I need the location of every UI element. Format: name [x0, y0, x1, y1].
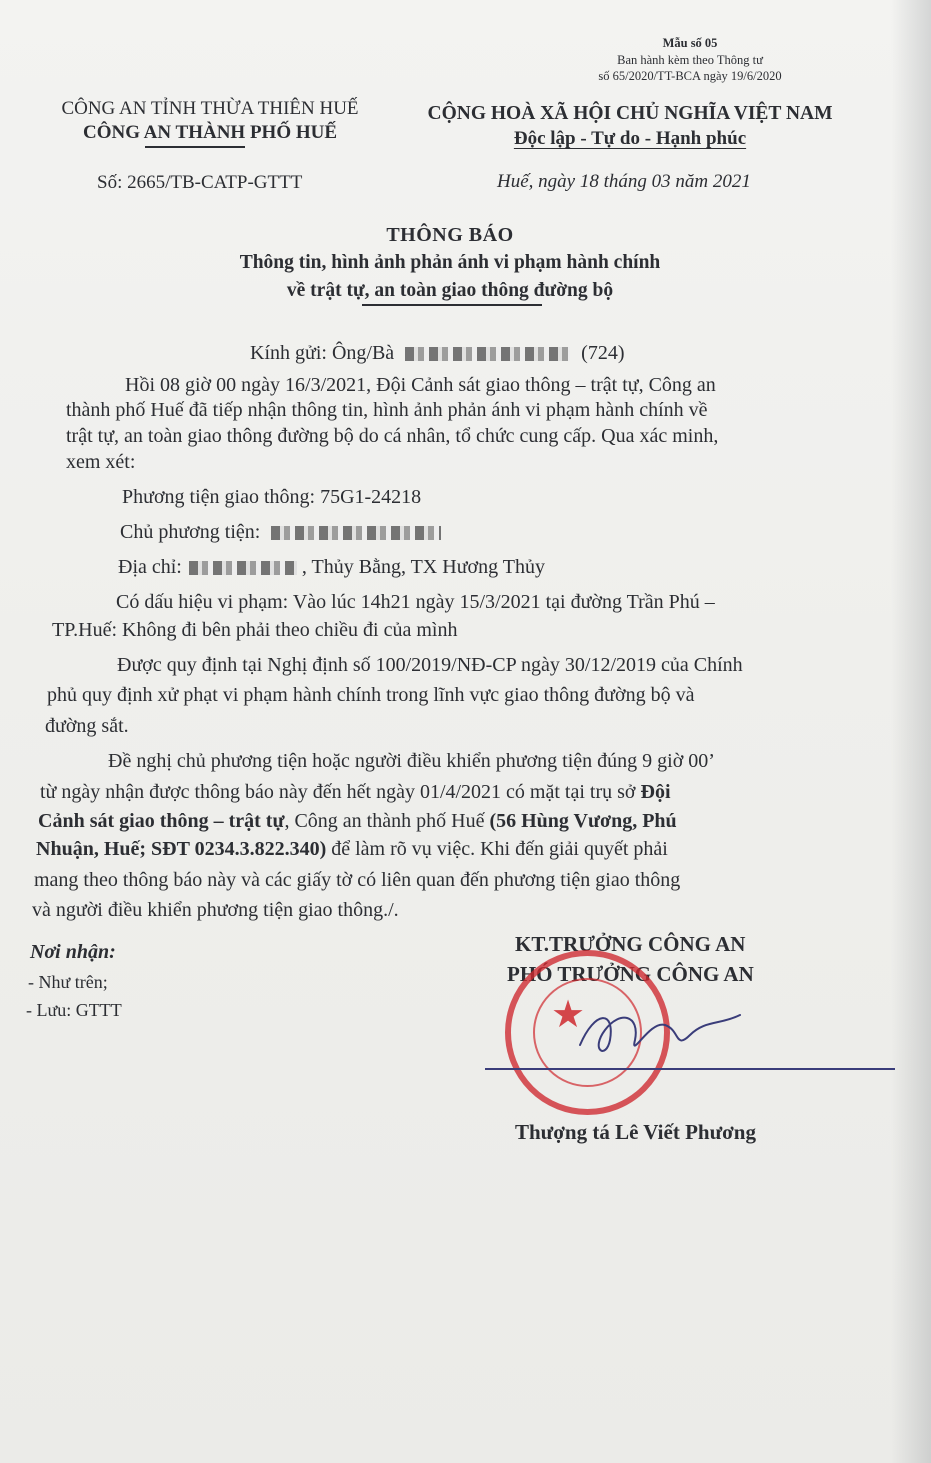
place-and-date: Huế, ngày 18 tháng 03 năm 2021 [497, 171, 751, 192]
request-line-5: mang theo thông báo này và các giấy tờ có liên quan đến phương tiện giao thông [34, 869, 681, 891]
redacted-address [189, 561, 297, 575]
recipient-item-2: - Lưu: GTTT [26, 1000, 122, 1020]
recipient-item-1: - Như trên; [28, 972, 108, 992]
owner-line [120, 519, 441, 545]
request-line-3-mid: , Công an thành phố Huế [284, 810, 485, 832]
document-subtitle-line2: về trật tự, an toàn giao thông đường bộ [286, 280, 614, 301]
document-number: Số: 2665/TB-CATP-GTTT [97, 172, 303, 193]
violation-line-2: TP.Huế: Không đi bên phải theo chiều đi của mình [52, 619, 458, 641]
owner-label: Chủ phương tiện: [120, 521, 261, 543]
redacted-owner-name [271, 526, 441, 540]
violation-line-1: Có dấu hiệu vi phạm: Vào lúc 14h21 ngày 15/3/2021 tại đường Trần Phú – [116, 591, 715, 613]
signer-name: Thượng tá Lê Viết Phương [515, 1120, 756, 1144]
redacted-recipient-name [405, 347, 570, 361]
signature-stroke-line [485, 1068, 895, 1070]
request-line-3 [38, 808, 677, 834]
seal-star-icon: ★ [551, 994, 586, 1036]
agency-parent: CÔNG AN TỈNH THỪA THIÊN HUẾ [61, 98, 359, 119]
address-district: , Thủy Bằng, TX Hương Thủy [301, 556, 545, 578]
document-title: THÔNG BÁO [386, 224, 514, 246]
recipients-heading: Nơi nhận: [30, 941, 116, 963]
paragraph-1-line-2: thành phố Huế đã tiếp nhận thông tin, hình ảnh phản ánh vi phạm hành chính về [66, 399, 708, 421]
signer-title-line1: KT.TRƯỞNG CÔNG AN [515, 932, 746, 956]
signer-title-line2: PHÓ TRƯỞNG CÔNG AN [507, 962, 754, 986]
recipient-line [250, 340, 625, 366]
request-line-1: Đề nghị chủ phương tiện hoặc người điều khiển phương tiện đúng 9 giờ 00’ [108, 750, 715, 772]
paragraph-1-line-3: trật tự, an toàn giao thông đường bộ do cá nhân, tổ chức cung cấp. Qua xác minh, [66, 425, 719, 447]
agency-underline [145, 146, 245, 148]
form-number: Mẫu số 05 [662, 36, 718, 50]
request-line-6: và người điều khiển phương tiện giao thông./. [32, 899, 399, 921]
form-reference-circular: số 65/2020/TT-BCA ngày 19/6/2020 [598, 69, 782, 83]
document-subtitle-line1: Thông tin, hình ảnh phản ánh vi phạm hành chính [239, 252, 661, 273]
form-reference-line: Ban hành kèm theo Thông tư [617, 53, 763, 67]
request-line-3-bold-a: Cảnh sát giao thông – trật tự [38, 810, 285, 832]
agency-name: CÔNG AN THÀNH PHỐ HUẾ [82, 122, 338, 143]
request-line-4-rest: để làm rõ vụ việc. Khi đến giải quyết phải [331, 838, 668, 860]
vehicle-plate: Phương tiện giao thông: 75G1-24218 [122, 486, 422, 508]
regulation-line-2: phủ quy định xử phạt vi phạm hành chính trong lĩnh vực giao thông đường bộ và [47, 684, 695, 706]
regulation-line-3: đường sắt. [45, 715, 129, 737]
recipient-label: Kính gửi: Ông/Bà [250, 342, 395, 364]
request-line-4-bold: Nhuận, Huế; SĐT 0234.3.822.340) [36, 838, 327, 860]
paragraph-1-line-4: xem xét: [66, 451, 136, 473]
page-edge-shadow [891, 0, 931, 1463]
request-line-3-bold-b: (56 Hùng Vương, Phú [489, 810, 677, 832]
request-line-2-bold: Đội [640, 781, 671, 803]
handwritten-signature [570, 990, 750, 1070]
request-line-2-text: từ ngày nhận được thông báo này đến hết ngày 01/4/2021 có mặt tại trụ sở [40, 781, 636, 803]
address-line [118, 554, 545, 580]
request-line-4 [36, 836, 668, 862]
request-line-2 [40, 779, 671, 805]
title-underline [362, 304, 542, 306]
address-label: Địa chỉ: [118, 556, 182, 578]
regulation-line-1: Được quy định tại Nghị định số 100/2019/NĐ-CP ngày 30/12/2019 của Chính [117, 654, 743, 676]
recipient-code: (724) [581, 342, 625, 364]
paragraph-1-line-1: Hồi 08 giờ 00 ngày 16/3/2021, Đội Cảnh sát giao thông – trật tự, Công an [125, 374, 716, 396]
national-motto: Độc lập - Tự do - Hạnh phúc [513, 128, 747, 149]
nation-name: CỘNG HOÀ XÃ HỘI CHỦ NGHĨA VIỆT NAM [427, 103, 833, 124]
